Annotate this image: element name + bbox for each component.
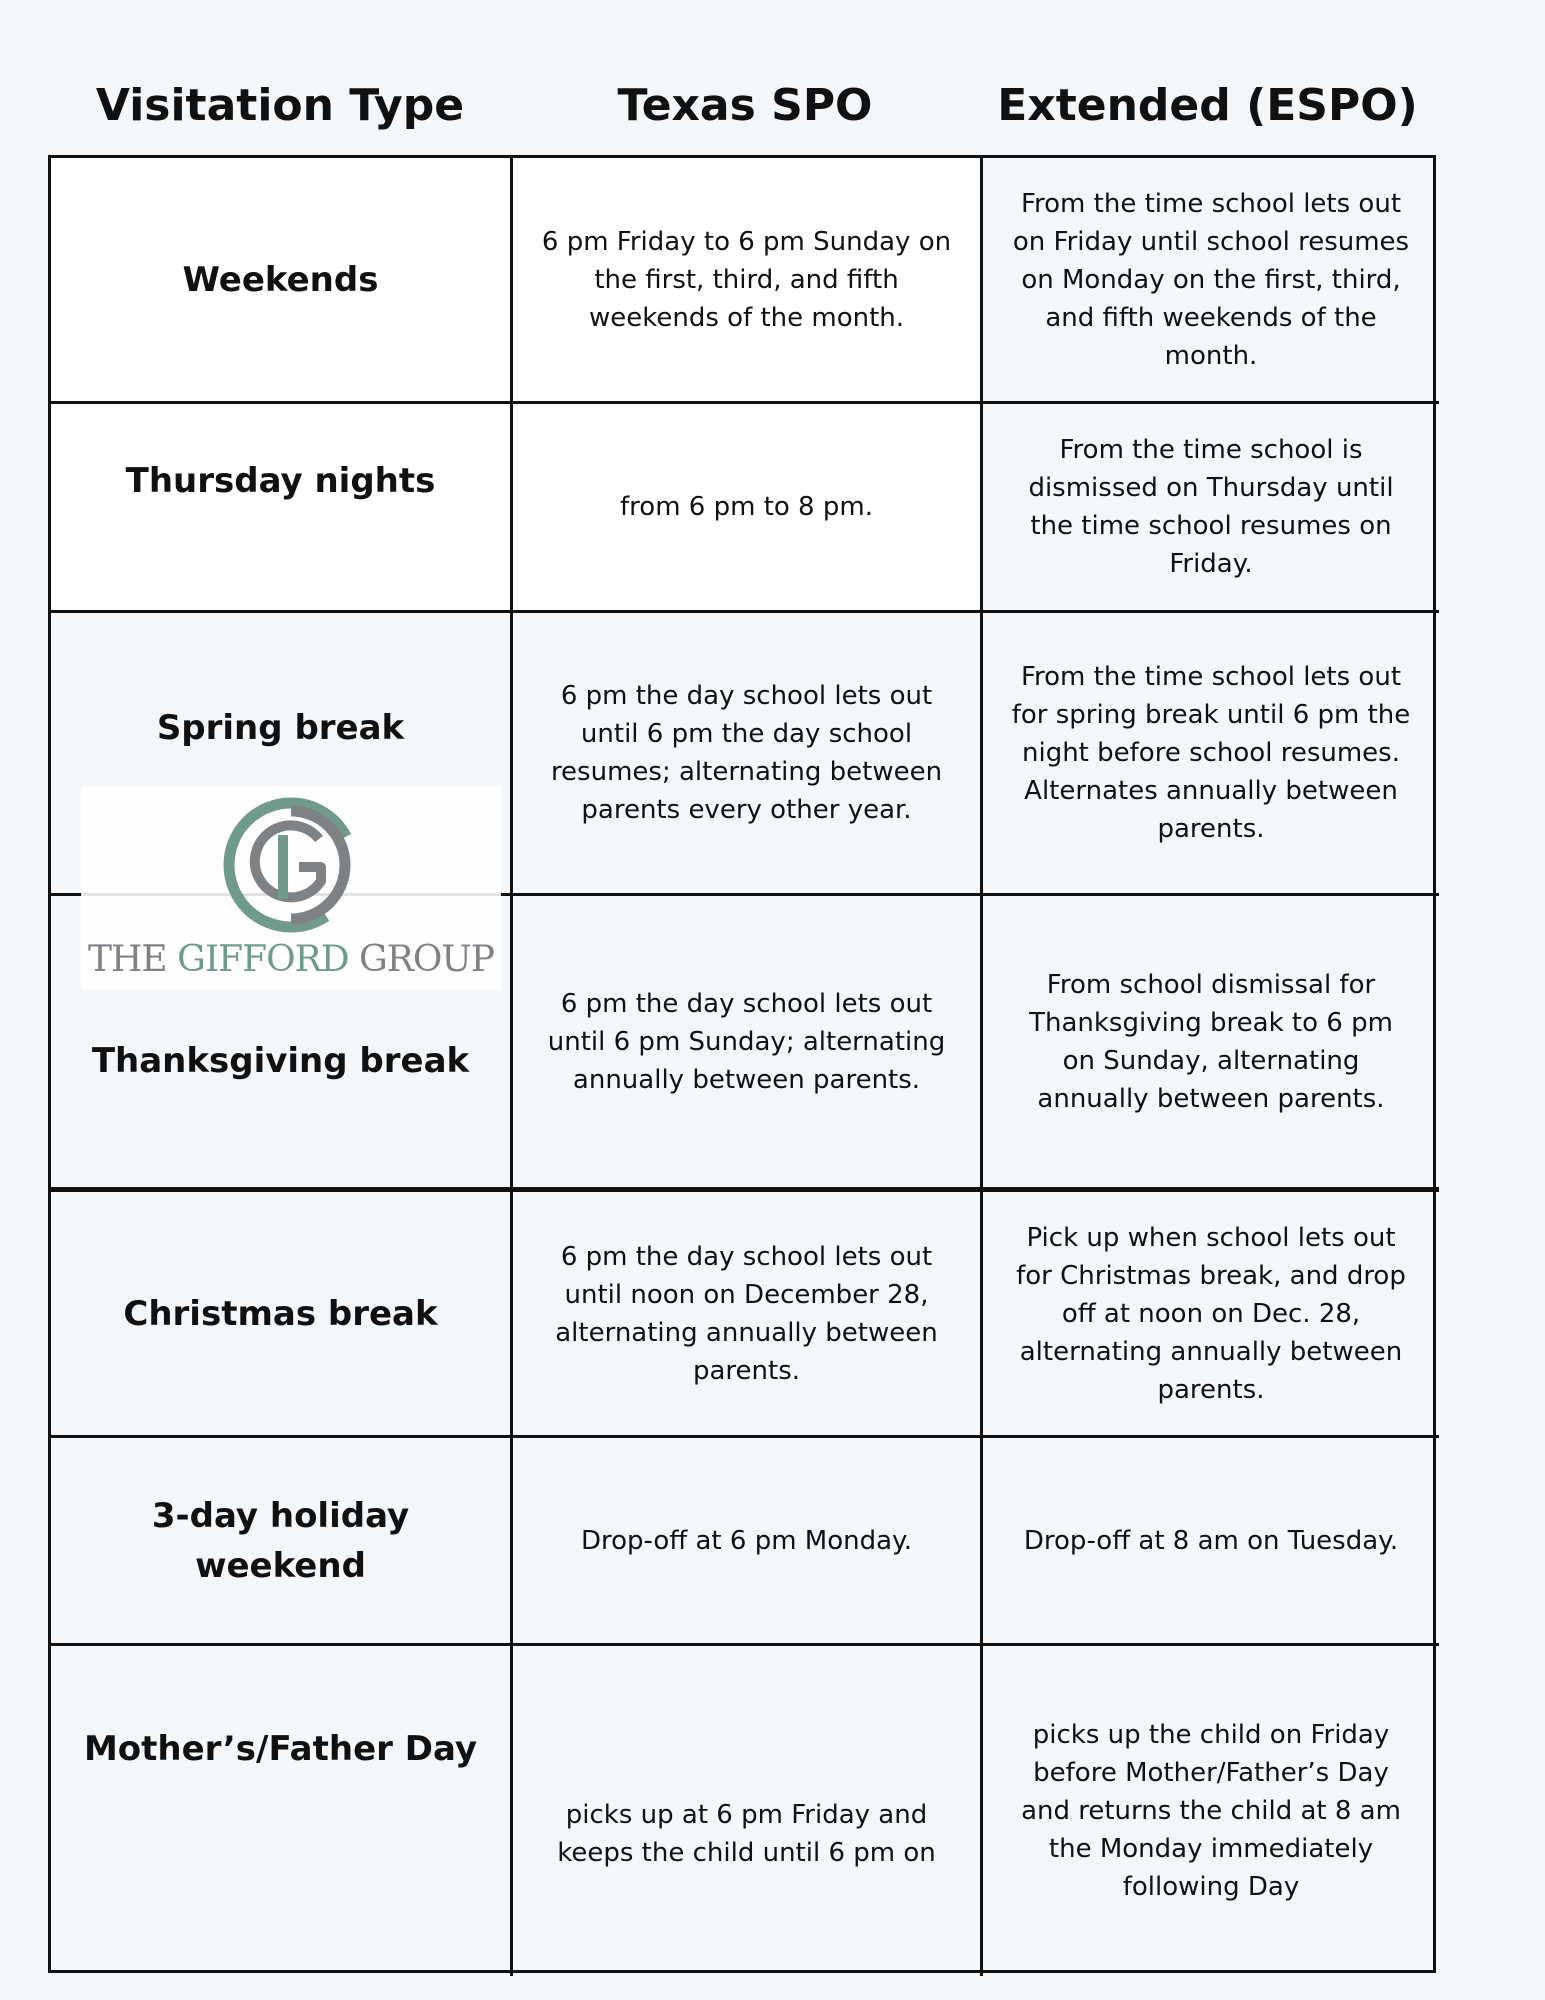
row-spring-type: Spring break [51, 613, 513, 896]
row-thanksgiving-texas-spo: 6 pm the day school lets out until 6 pm Sunday; alternating annually between parents. [513, 896, 983, 1192]
row-thursday-texas-spo: from 6 pm to 8 pm. [513, 404, 983, 613]
row-thanksgiving-extended: From school dismissal for Thanksgiving break to 6 pm on Sunday, alternating annually between parents. [983, 896, 1439, 1192]
table-header [0, 70, 1545, 140]
row-holiday-texas-spo: Drop-off at 6 pm Monday. [513, 1438, 983, 1646]
row-weekends-texas-spo: 6 pm Friday to 6 pm Sunday on the first, third, and fifth weekends of the month. [513, 158, 983, 404]
row-spring-extended: From the time school lets out for spring break until 6 pm the night before school resumes. Alternates annually between parents. [983, 613, 1439, 896]
row-mothers-fathers-texas-spo: picks up at 6 pm Friday and keeps the child until 6 pm on [513, 1646, 983, 1976]
row-mothers-fathers-extended: picks up the child on Friday before Mother/Father’s Day and returns the child at 8 am the Monday immediately following Day [1021, 1720, 1401, 1902]
header-extended-espo: Extended (ESPO) [997, 79, 1418, 131]
row-thanksgiving-type: Thanksgiving break [51, 896, 513, 1192]
visitation-table [48, 155, 1436, 1973]
row-christmas-texas-spo: 6 pm the day school lets out until noon on December 28, alternating annually between parents. [513, 1192, 983, 1438]
header-texas-spo: Texas SPO [617, 79, 873, 131]
row-mothers-fathers-type: Mother’s/Father Day [51, 1646, 513, 1976]
logo-text: THE GIFFORD GROUP [88, 939, 494, 980]
row-holiday-type: 3-day holiday weekend [51, 1438, 513, 1646]
row-holiday-extended: Drop-off at 8 am on Tuesday. [983, 1438, 1439, 1646]
row-christmas-type: Christmas break [51, 1192, 513, 1438]
row-spring-texas-spo: 6 pm the day school lets out until 6 pm the day school resumes; alternating between parents every other year. [513, 613, 983, 896]
row-weekends-type: Weekends [51, 158, 513, 404]
row-christmas-extended: Pick up when school lets out for Christmas break, and drop off at noon on Dec. 28, alternating annually between parents. [983, 1192, 1439, 1438]
gifford-monogram-icon [221, 795, 361, 935]
gifford-group-logo [81, 787, 501, 989]
row-thursday-type: Thursday nights [51, 404, 513, 613]
header-visitation-type: Visitation Type [95, 79, 465, 131]
row-weekends-extended: From the time school lets out on Friday until school resumes on Monday on the first, third, and fifth weekends of the month. [983, 158, 1439, 404]
row-thursday-extended: From the time school is dismissed on Thursday until the time school resumes on Friday. [983, 404, 1439, 613]
